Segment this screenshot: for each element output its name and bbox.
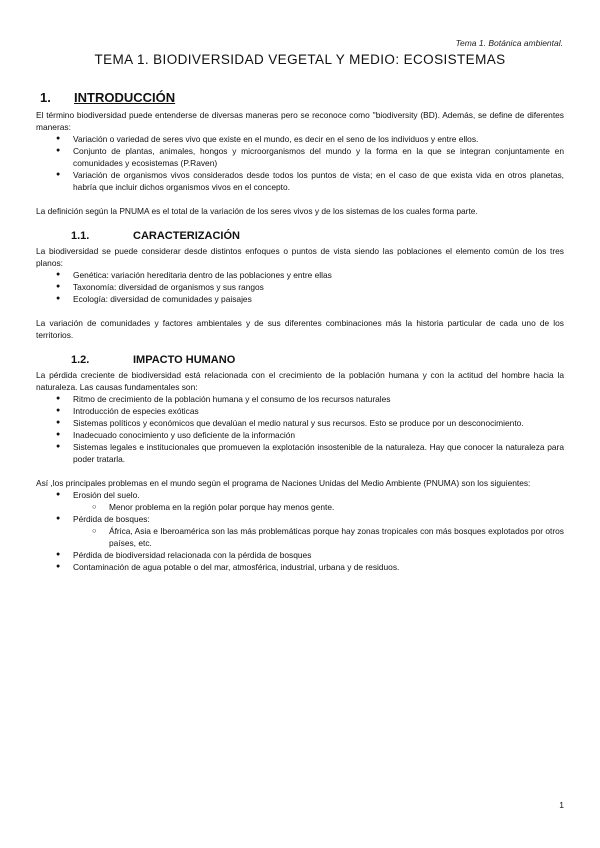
section-number: 1. (40, 90, 51, 105)
paragraph-variacion: La variación de comunidades y factores ambientales y de sus diferentes combinaciones más la historia particular de cada uno de los territorios. (36, 318, 564, 340)
list-item: ● Taxonomía: diversidad de organismos y sus rangos (36, 281, 564, 293)
paragraph-pnuma-definition: La definición según la PNUMA es el total de la variación de los seres vivos y de los sistemas de los cuales forma parte. (36, 206, 478, 216)
list-item-text: Erosión del suelo. (73, 490, 140, 500)
running-header: Tema 1. Botánica ambiental. (455, 38, 563, 48)
sub-list-item: ○ Menor problema en la región polar porque hay menos gente. (36, 501, 564, 513)
sub-list-item: ○ África, Asia e Iberoamérica son las más problemáticas porque hay zonas tropicales con más bosques explotados por otros países, etc. (36, 525, 564, 549)
subsection-heading-caracterizacion (36, 230, 564, 242)
paragraph-impacto: La pérdida creciente de biodiversidad está relacionada con el crecimiento de la población humana y con la actitud del hombre hacia la naturaleza. Las causas fundamentales son: (36, 370, 564, 392)
list-item-biodiversidad: ● Pérdida de biodiversidad relacionada con la pérdida de bosques (36, 549, 564, 561)
list-item: ● Ecología: diversidad de comunidades y paisajes (36, 293, 564, 305)
subsection-title: IMPACTO HUMANO (133, 354, 236, 366)
list-item: ● Introducción de especies exóticas (36, 405, 564, 417)
problems-list (36, 489, 564, 573)
paragraph-caracterizacion: La biodiversidad se puede considerar desde distintos enfoques o puntos de vista siendo las poblaciones el elemento común de los tres planos: (36, 246, 564, 268)
list-item-erosion (36, 489, 564, 513)
list-item: ● Variación o variedad de seres vivo que existe en el mundo, es decir en el seno de los individuos y entre ellos. (36, 133, 564, 145)
page-number: 1 (559, 800, 564, 810)
causes-list (36, 393, 564, 465)
section-title: INTRODUCCIÓN (74, 90, 176, 105)
section-heading-introduccion (36, 92, 564, 104)
list-item: ● Genética: variación hereditaria dentro de las poblaciones y entre ellas (36, 269, 564, 281)
list-item: ● Conjunto de plantas, animales, hongos y microorganismos del mundo y la forma en la que se integran conjuntamente en comunidades y ecosistemas (P.Raven) (36, 145, 564, 169)
sub-list (73, 525, 564, 549)
list-item-bosques (36, 513, 564, 549)
list-item: ● Sistemas políticos y económicos que devalúan el medio natural y sus recursos. Esto se produce por un desconocimiento. (36, 417, 564, 429)
list-item: ● Inadecuado conocimiento y uso deficiente de la información (36, 429, 564, 441)
list-item-text: Pérdida de bosques: (73, 514, 150, 524)
definitions-list (36, 133, 564, 193)
subsection-number: 1.1. (71, 230, 90, 242)
list-item: ● Sistemas legales e institucionales que promueven la explotación insostenible de la naturaleza. Hay que conocer la naturaleza para poder tratarla. (36, 441, 564, 465)
planes-list (36, 269, 564, 305)
list-item: ● Ritmo de crecimiento de la población humana y el consumo de los recursos naturales (36, 393, 564, 405)
subsection-heading-impacto-humano (36, 354, 564, 366)
subsection-title: CARACTERIZACIÓN (133, 230, 240, 242)
paragraph-problemas: Así ,los principales problemas en el mundo según el programa de Naciones Unidas del Medio Ambiente (PNUMA) son los siguientes: (36, 478, 531, 488)
sub-list (73, 501, 564, 513)
subsection-number: 1.2. (71, 354, 90, 366)
list-item-contaminacion: ● Contaminación de agua potable o del mar, atmosférica, industrial, urbana y de residuos. (36, 561, 564, 573)
paragraph-intro: El término biodiversidad puede entenderse de diversas maneras pero se reconoce como ''biodiversity (BD). Además, se define de diferentes maneras: (36, 110, 564, 132)
list-item: ● Variación de organismos vivos considerados desde todos los puntos de vista; en el caso de que exista vida en otros planetas, habría que incluir dichos organismos vivos en el concepto. (36, 169, 564, 193)
document-body (36, 92, 564, 573)
document-title: TEMA 1. BIODIVERSIDAD VEGETAL Y MEDIO: ECOSISTEMAS (94, 52, 506, 67)
